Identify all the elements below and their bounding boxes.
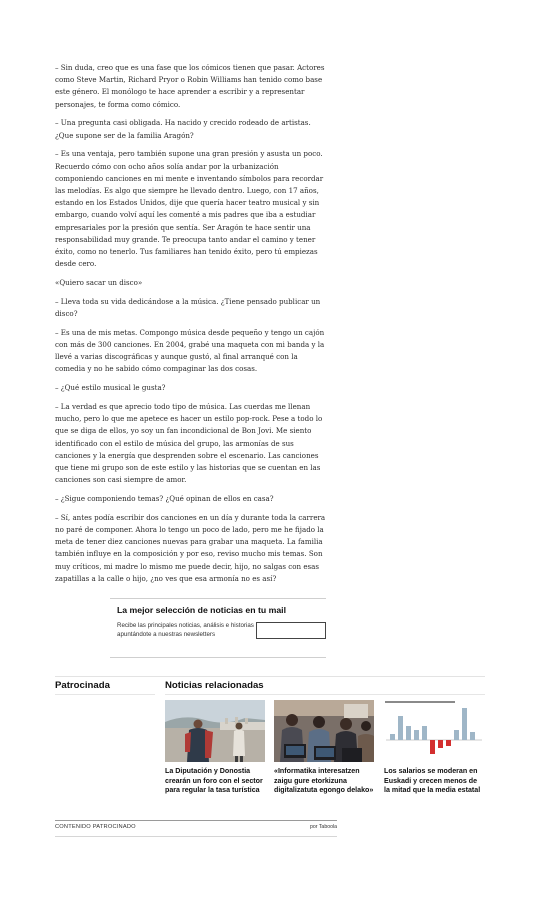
article-paragraph: – La verdad es que aprecio todo tipo de música. Las cuerdas me llenan mucho, pero lo que me apetece es hacer un estilo pop-rock. Pese a todo lo que se diga de ellos, yo soy un fan incondicional de Bon Jovi. Me siento identificado con el estilo de música del grupo, las armonías de sus canciones y la energía que desprenden sobre el escenario. Las canciones que tiene mi grupo son de este estilo y las historias que se cuentan en las canciones son casi siempre de amor. bbox=[55, 402, 323, 485]
footer-divider bbox=[55, 836, 337, 837]
classroom-photo[interactable] bbox=[274, 700, 374, 762]
newsletter-box bbox=[110, 598, 326, 658]
related-card-title[interactable]: La Diputación y Donostia crearán un foro con el sector para regular la tasa turística bbox=[165, 767, 263, 795]
related-card[interactable] bbox=[384, 700, 484, 796]
newsletter-description: Recibe las principales noticias, análisis e historias apuntándote a nuestras newsletters bbox=[117, 622, 254, 639]
tourists-photo[interactable] bbox=[165, 700, 265, 762]
article-paragraph: – Es una ventaja, pero también supone una gran presión y asusta un poco. Recuerdo cómo con ocho años solía andar por la urbanización componiendo canciones en mi mente e inventando símbolos para recordar las melodías. Es algo que siempre he llevado dentro. Luego, con 17 años, estando en los Estados Unidos, dije que quería hacer teatro musical y sin embargo, cuando volví aquí les comenté a mis padres que iba a estudiar empresariales por la presión que sentía. Ser Aragón te hace sentir una responsabilidad muy grande. Te preocupa tanto andar el camino y tener éxito, como no tenerlo. Tus familiares han tenido éxito, pero tú empiezas desde cero. bbox=[55, 149, 324, 269]
related-divider bbox=[165, 694, 485, 695]
article-paragraph: – Es una de mis metas. Compongo música desde pequeño y tengo un cajón con más de 300 canciones. En 2004, grabé una maqueta con mi banda y la llevé a varias discográficas y aunque gustó, al final arranqué con la comedia y no he sabido cómo compaginar las dos cosas. bbox=[55, 327, 325, 374]
related-card-title[interactable]: Los salarios se moderan en Euskadi y crecen menos de la mitad que la media estatal bbox=[384, 767, 481, 795]
related-card[interactable] bbox=[165, 700, 265, 796]
newsletter-title: La mejor selección de noticias en tu mail bbox=[117, 605, 286, 615]
article-paragraph: – Lleva toda su vida dedicándose a la música. ¿Tiene pensado publicar un disco? bbox=[55, 296, 321, 319]
article-paragraph: – Una pregunta casi obligada. Ha nacido y crecido rodeado de artistas. ¿Que supone ser de la familia Aragón? bbox=[55, 118, 311, 140]
related-heading: Noticias relacionadas bbox=[165, 680, 264, 691]
sponsored-divider bbox=[55, 694, 155, 695]
newsletter-email-input[interactable] bbox=[256, 622, 326, 639]
footer-divider bbox=[55, 820, 337, 821]
related-card[interactable] bbox=[274, 700, 374, 796]
article-paragraph: – Sin duda, creo que es una fase que los cómicos tienen que pasar. Actores como Steve Martin, Richard Pryor o Robin Williams han tenido como base este género. El monólogo te hace aprender a escribir y a representar personajes, te forma como cómico. bbox=[55, 63, 325, 109]
article-subheading: «Quiero sacar un disco» bbox=[55, 278, 143, 288]
article-paragraph: – ¿Sigue componiendo temas? ¿Qué opinan de ellos en casa? bbox=[55, 494, 274, 504]
related-card-title[interactable]: «Informatika interesatzen zaigu gure etorkizuna digitalizatuta egongo delako» bbox=[274, 767, 374, 795]
sponsored-content-label: CONTENIDO PATROCINADO bbox=[55, 824, 136, 830]
sponsored-heading: Patrocinada bbox=[55, 680, 110, 691]
salary-bar-chart[interactable] bbox=[384, 700, 484, 762]
article-body bbox=[55, 62, 327, 592]
article-paragraph: – Sí, antes podía escribir dos canciones en un día y durante toda la carrera no paré de componer. Ahora lo tengo un poco de lado, pero me he fijado la meta de tener diez canciones nuevas para grabar una maqueta. La familia también influye en la composición y por eso, reviso mucho mis temas. Son muy críticos, mi madre lo mismo me puede decir, hijo, no salgas con esas zapatillas a la calle o hijo, ¿no ves que esa armonía no es así? bbox=[55, 512, 326, 583]
taboola-link[interactable]: por Taboola bbox=[310, 824, 338, 830]
section-divider bbox=[55, 676, 485, 677]
article-paragraph: – ¿Qué estilo musical le gusta? bbox=[55, 383, 166, 393]
